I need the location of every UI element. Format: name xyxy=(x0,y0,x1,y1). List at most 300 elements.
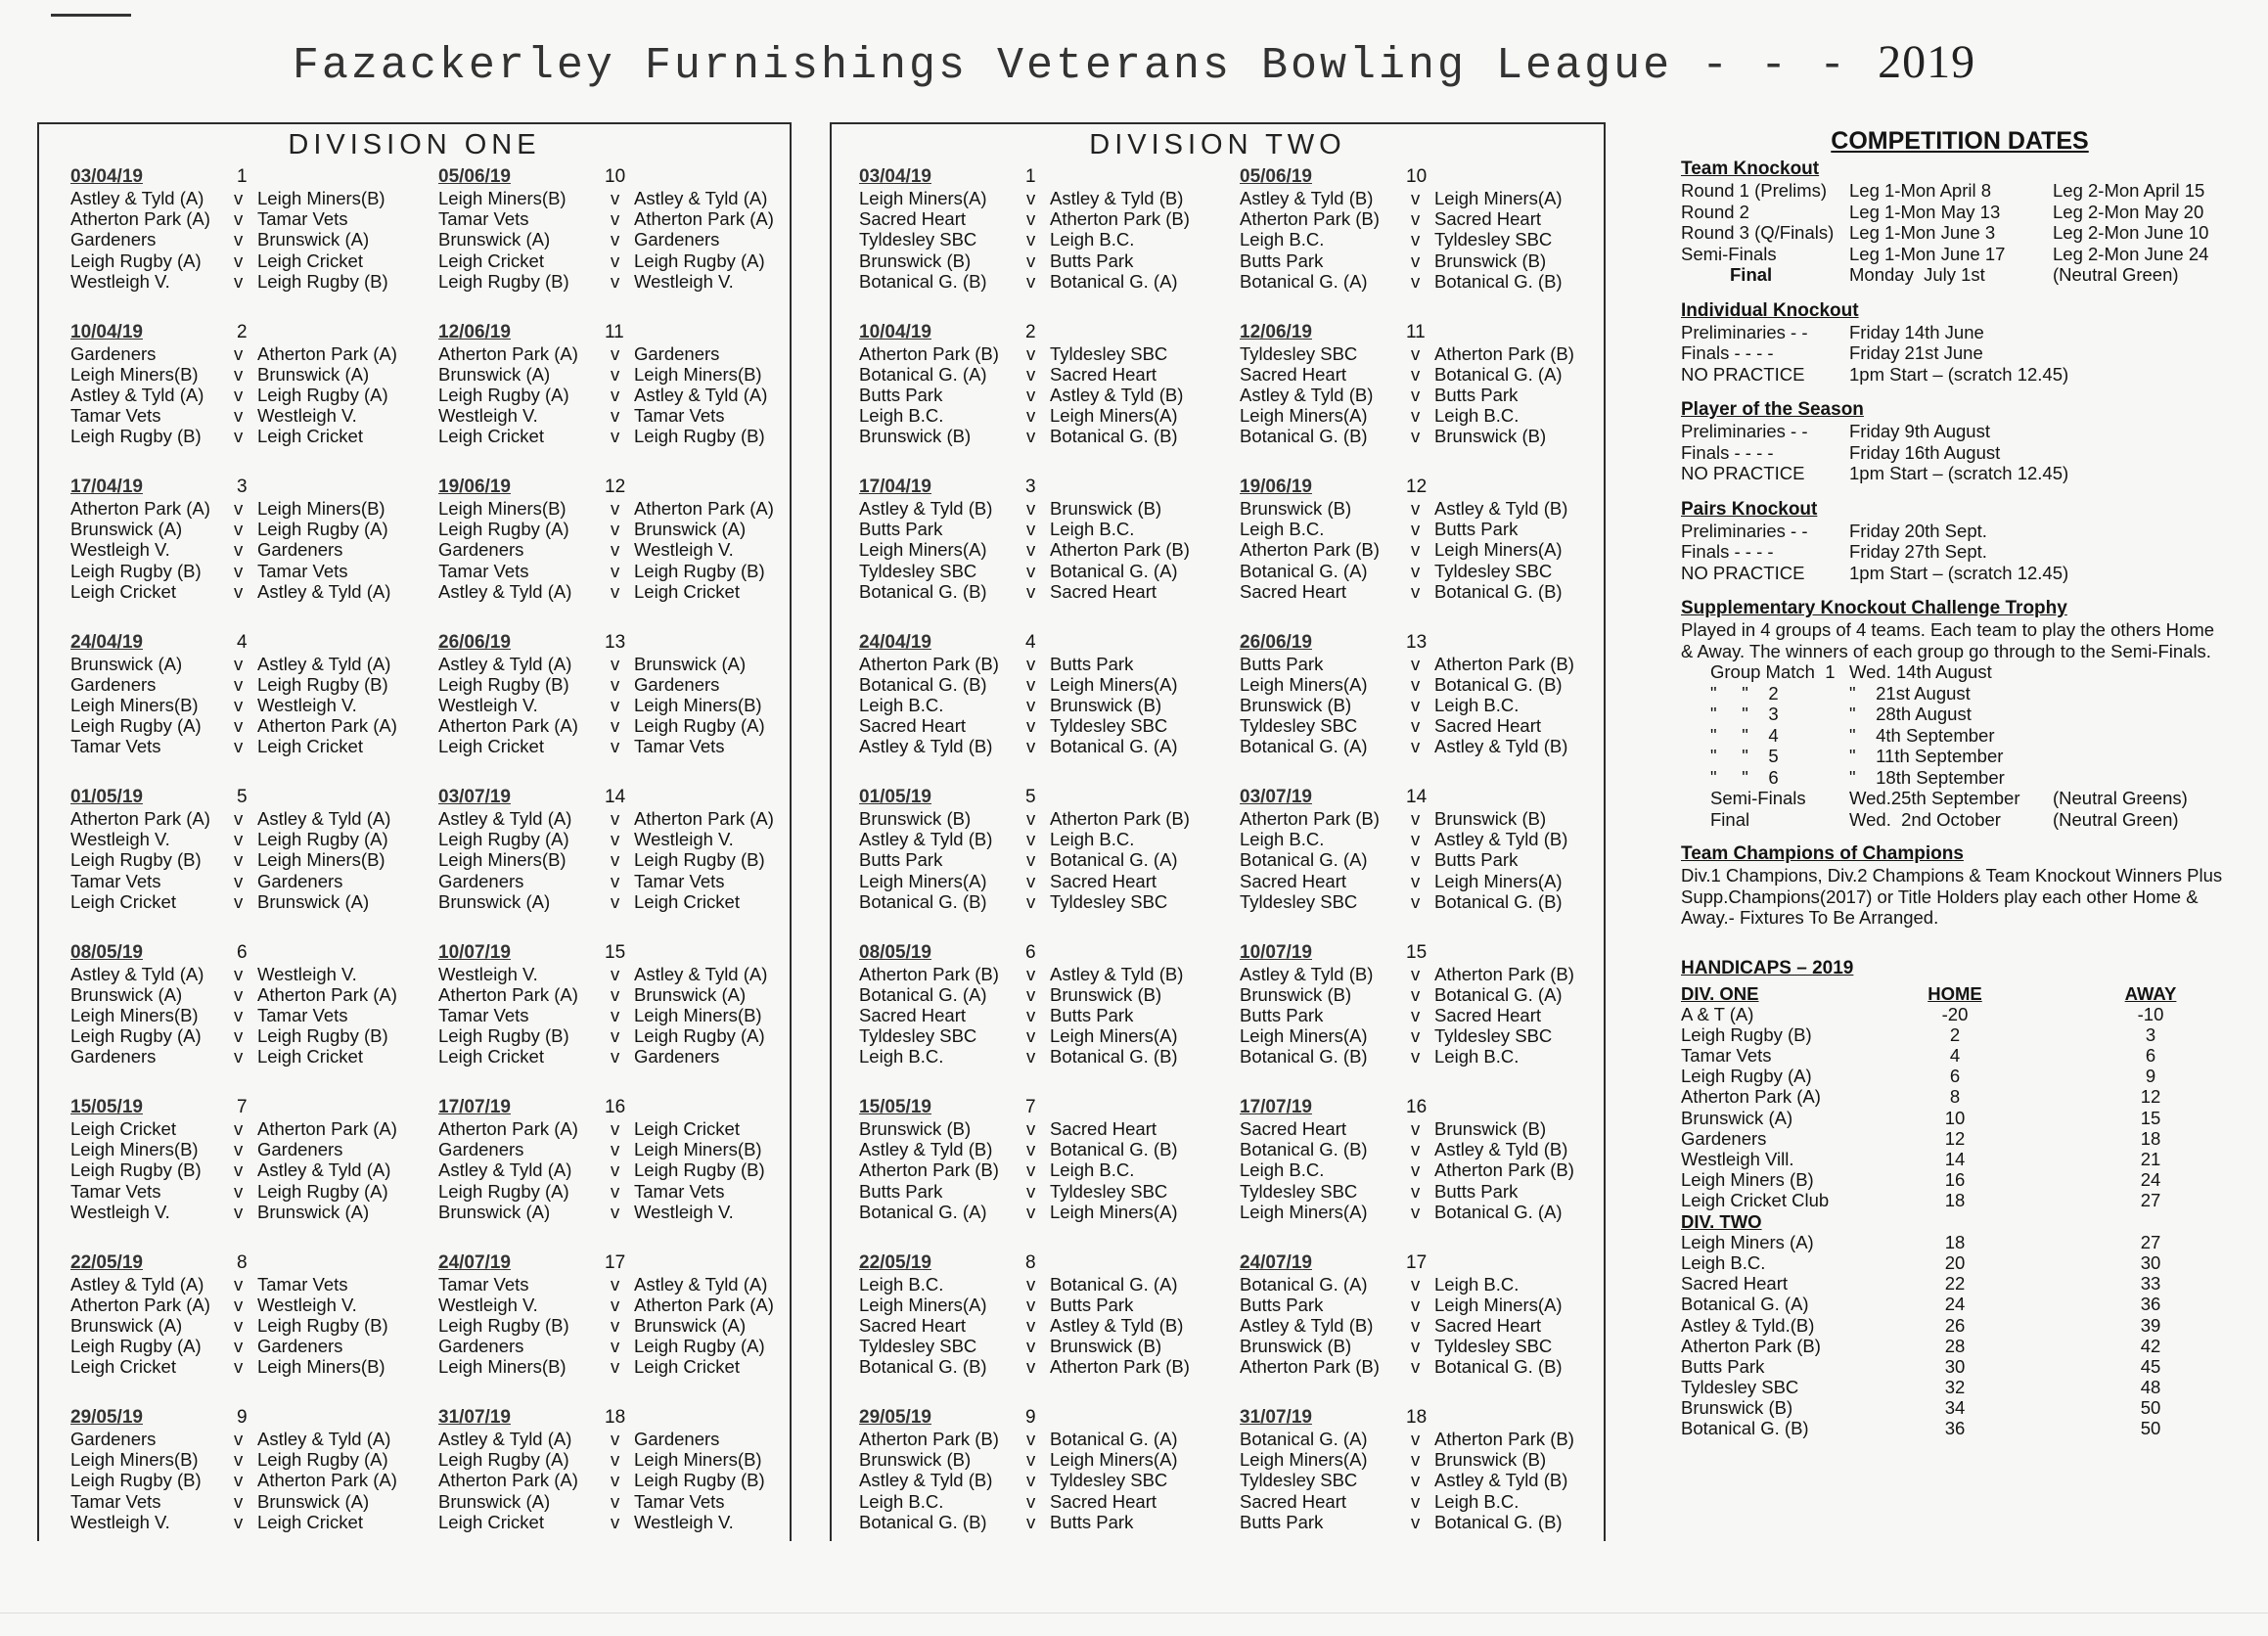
away-team: Leigh Miners(B) xyxy=(257,188,386,208)
home-team: Butts Park xyxy=(1240,653,1324,674)
section-heading: Individual Knockout xyxy=(1681,299,1859,321)
home-team: Butts Park xyxy=(859,519,943,540)
away-team: Leigh Rugby (B) xyxy=(634,426,765,447)
round-date: 22/05/19 xyxy=(859,1251,931,1273)
away-team: Leigh B.C. xyxy=(1434,1490,1520,1512)
round-header xyxy=(438,1249,781,1274)
home-team: Atherton Park (B) xyxy=(859,1159,999,1181)
versus-label: v xyxy=(611,1118,620,1139)
versus-label: v xyxy=(611,1490,620,1512)
fixture-row xyxy=(438,343,781,364)
home-team: Westleigh V. xyxy=(438,405,538,427)
home-team: Atherton Park (A) xyxy=(438,983,578,1005)
round-date: 31/07/19 xyxy=(1240,1407,1312,1428)
fixture-row xyxy=(438,1295,781,1315)
fixture-row xyxy=(859,519,1236,539)
handicap-team: Leigh Miners (A) xyxy=(1681,1231,1814,1252)
away-team: Atherton Park (B) xyxy=(1050,1356,1190,1378)
round-number: 8 xyxy=(237,1251,248,1273)
versus-label: v xyxy=(1026,694,1036,715)
handicap-row xyxy=(1681,1004,2248,1024)
away-team: Tamar Vets xyxy=(257,1004,348,1025)
fixture-row xyxy=(438,715,781,736)
fixture-round xyxy=(438,318,781,474)
round-number: 11 xyxy=(605,321,624,342)
handicap-home: 6 xyxy=(1949,1066,1961,1087)
fixture-row xyxy=(1240,1512,1601,1532)
away-team: Tyldesley SBC xyxy=(1050,890,1168,912)
handicap-team: Westleigh Vill. xyxy=(1681,1149,1794,1169)
handicap-home: 32 xyxy=(1944,1377,1966,1398)
home-team: Leigh Miners(B) xyxy=(70,1449,199,1471)
versus-label: v xyxy=(1411,870,1421,891)
fixture-row xyxy=(438,1512,781,1532)
fixture-row xyxy=(859,1336,1236,1356)
fixture-round xyxy=(70,1403,433,1559)
handicap-away: 18 xyxy=(2140,1127,2161,1149)
schedule-cell xyxy=(2053,767,2239,789)
schedule-cell: (Neutral Greens) xyxy=(2053,788,2188,808)
versus-label: v xyxy=(234,580,244,602)
handicap-team: Tamar Vets xyxy=(1681,1045,1772,1067)
away-team: Gardeners xyxy=(257,870,343,891)
home-team: Leigh Cricket xyxy=(438,736,544,757)
versus-label: v xyxy=(611,363,620,385)
home-team: Leigh Cricket xyxy=(70,1118,176,1139)
home-team: Westleigh V. xyxy=(438,963,538,984)
away-team: Atherton Park (B) xyxy=(1050,539,1190,561)
away-team: Atherton Park (B) xyxy=(1434,963,1574,984)
fixture-row xyxy=(1240,405,1601,426)
versus-label: v xyxy=(611,270,620,292)
versus-label: v xyxy=(234,1046,244,1068)
section-heading: HANDICAPS – 2019 xyxy=(1681,957,1854,978)
fixture-row xyxy=(1240,1449,1601,1470)
fixture-row xyxy=(438,229,781,250)
home-team: Gardeners xyxy=(70,1429,157,1449)
home-team: Astley & Tyld (B) xyxy=(1240,188,1374,208)
fixture-row xyxy=(438,695,781,715)
versus-label: v xyxy=(1411,1046,1421,1068)
handicap-away: 12 xyxy=(2140,1086,2161,1108)
schedule-cell: Friday 27th Sept. xyxy=(1849,541,1987,562)
handicap-team: Brunswick (B) xyxy=(1681,1397,1793,1419)
fixture-row xyxy=(859,498,1236,519)
fixture-row xyxy=(859,674,1236,695)
fixture-row xyxy=(1240,674,1601,695)
fixture-row xyxy=(70,1139,433,1159)
away-team: Tamar Vets xyxy=(634,1490,725,1512)
round-date: 05/06/19 xyxy=(1240,166,1312,187)
fixture-row xyxy=(859,1159,1236,1180)
home-team: Botanical G. (B) xyxy=(1240,1139,1368,1160)
fixture-row xyxy=(70,229,433,250)
home-team: Atherton Park (B) xyxy=(1240,808,1380,829)
home-team: Atherton Park (B) xyxy=(859,963,999,984)
schedule-cell: Finals - - - - xyxy=(1681,342,1774,363)
schedule-cell: " " 2 xyxy=(1710,682,1779,704)
handicap-row xyxy=(1681,1045,2248,1066)
schedule-row xyxy=(1681,180,2248,202)
fixture-row xyxy=(438,654,781,674)
versus-label: v xyxy=(234,1356,244,1378)
handicap-away: 36 xyxy=(2140,1294,2161,1315)
home-team: Brunswick (A) xyxy=(70,983,183,1005)
versus-label: v xyxy=(234,498,244,519)
away-team: Leigh Miners(A) xyxy=(1050,1449,1178,1471)
home-team: Botanical G. (B) xyxy=(859,580,987,602)
away-team: Leigh Miners(B) xyxy=(257,1356,386,1378)
away-team: Leigh Rugby (B) xyxy=(257,270,388,292)
fixture-row xyxy=(1240,1491,1601,1512)
schedule-cell: NO PRACTICE xyxy=(1681,562,1805,583)
versus-label: v xyxy=(611,673,620,695)
fixture-row xyxy=(438,519,781,539)
away-team: Tamar Vets xyxy=(257,1273,348,1295)
away-team: Leigh Cricket xyxy=(257,426,363,447)
schedule-cell: Round 3 (Q/Finals) xyxy=(1681,222,1835,243)
away-team: Leigh Miners(B) xyxy=(634,694,762,715)
away-team: Leigh Miners(A) xyxy=(1434,188,1563,208)
away-team: Gardeners xyxy=(634,1046,720,1068)
away-team: Astley & Tyld (B) xyxy=(1434,498,1568,519)
round-date: 26/06/19 xyxy=(438,631,511,653)
home-team: Brunswick (B) xyxy=(1240,983,1352,1005)
competition-heading: COMPETITION DATES xyxy=(1831,127,2089,155)
versus-label: v xyxy=(234,1314,244,1336)
round-date: 10/04/19 xyxy=(70,321,143,342)
away-team: Leigh Cricket xyxy=(257,1511,363,1532)
home-team: Leigh Miners(B) xyxy=(438,188,567,208)
round-number: 10 xyxy=(605,166,626,187)
home-team: Brunswick (B) xyxy=(1240,1336,1352,1357)
versus-label: v xyxy=(1026,1294,1036,1315)
fixture-row xyxy=(859,188,1236,208)
away-team: Leigh Cricket xyxy=(634,1356,740,1378)
round-number: 14 xyxy=(605,787,626,807)
versus-label: v xyxy=(1026,1004,1036,1025)
fixture-row xyxy=(859,250,1236,271)
away-team: Leigh Rugby (A) xyxy=(257,1180,388,1202)
away-team: Brunswick (B) xyxy=(1434,250,1547,271)
handicap-team: Tyldesley SBC xyxy=(1681,1377,1799,1398)
away-team: Atherton Park (A) xyxy=(634,498,774,519)
home-team: Botanical G. (A) xyxy=(1240,1273,1368,1295)
handicap-home: 34 xyxy=(1944,1397,1966,1419)
round-date: 31/07/19 xyxy=(438,1407,511,1428)
section-heading: Pairs Knockout xyxy=(1681,498,1818,520)
fixture-column xyxy=(438,162,781,1559)
schedule-cell xyxy=(2053,683,2239,704)
round-date: 10/04/19 xyxy=(859,321,931,342)
handicap-row xyxy=(1681,1169,2248,1190)
away-team: Sacred Heart xyxy=(1434,208,1541,230)
fixture-row xyxy=(1240,715,1601,736)
home-team: Astley & Tyld (A) xyxy=(438,1429,572,1449)
supplementary-section xyxy=(1681,598,2248,830)
versus-label: v xyxy=(611,736,620,757)
home-team: Leigh Rugby (A) xyxy=(438,519,569,540)
away-team: Butts Park xyxy=(1434,849,1519,871)
fixture-row xyxy=(438,208,781,229)
home-team: Brunswick (B) xyxy=(1240,694,1352,715)
versus-label: v xyxy=(1026,1159,1036,1181)
division-heading: DIVISION ONE xyxy=(288,129,541,160)
fixture-row xyxy=(1240,581,1601,602)
home-team: Botanical G. (B) xyxy=(859,270,987,292)
handicap-home: 10 xyxy=(1944,1107,1966,1128)
away-team: Brunswick (A) xyxy=(634,1314,747,1336)
versus-label: v xyxy=(611,808,620,829)
home-team: Sacred Heart xyxy=(1240,1490,1346,1512)
home-team: Leigh Miners(B) xyxy=(70,1004,199,1025)
fixture-row xyxy=(859,426,1236,446)
round-date: 24/04/19 xyxy=(70,631,143,653)
handicap-team: Leigh Rugby (B) xyxy=(1681,1023,1812,1045)
round-number: 8 xyxy=(1025,1251,1036,1273)
competition-dates-panel xyxy=(1681,127,2248,1439)
home-team: Leigh Rugby (A) xyxy=(438,1180,569,1202)
fixture-row xyxy=(1240,1139,1601,1159)
versus-label: v xyxy=(234,1004,244,1025)
round-number: 11 xyxy=(1406,321,1426,342)
fixture-row xyxy=(438,1025,781,1046)
away-team: Leigh B.C. xyxy=(1434,694,1520,715)
versus-label: v xyxy=(611,1046,620,1068)
round-number: 1 xyxy=(237,166,248,187)
round-header xyxy=(438,473,781,498)
schedule-row xyxy=(1681,541,2248,563)
fixture-row xyxy=(70,1356,433,1377)
schedule-row xyxy=(1681,202,2248,223)
fixture-row xyxy=(859,1005,1236,1025)
schedule-cell: Preliminaries - - xyxy=(1681,421,1808,441)
fixture-round xyxy=(438,1093,781,1249)
away-team: Tamar Vets xyxy=(634,1180,725,1202)
home-team: Tyldesley SBC xyxy=(859,229,977,250)
versus-label: v xyxy=(1411,1449,1421,1471)
away-team: Atherton Park (A) xyxy=(634,208,774,230)
away-team: Westleigh V. xyxy=(634,539,734,561)
home-team: Leigh Rugby (B) xyxy=(70,560,202,581)
fixture-round xyxy=(1240,473,1601,628)
handicap-team: Gardeners xyxy=(1681,1127,1767,1149)
fixture-row xyxy=(70,1159,433,1180)
fixture-row xyxy=(438,539,781,560)
versus-label: v xyxy=(1411,208,1421,230)
fixture-row xyxy=(438,498,781,519)
handicap-row xyxy=(1681,1336,2248,1356)
schedule-row xyxy=(1681,521,2248,542)
round-header xyxy=(859,1249,1236,1274)
away-team: Botanical G. (B) xyxy=(1050,1046,1178,1068)
home-team: Sacred Heart xyxy=(1240,363,1346,385)
home-team: Leigh Miners(B) xyxy=(70,1139,199,1160)
away-team: Brunswick (A) xyxy=(257,890,370,912)
away-team: Brunswick (B) xyxy=(1434,1118,1547,1139)
section-heading: Team Knockout xyxy=(1681,159,1820,179)
fixture-row xyxy=(859,405,1236,426)
versus-label: v xyxy=(234,653,244,674)
fixture-row xyxy=(859,1274,1236,1295)
fixture-row xyxy=(859,1181,1236,1202)
schedule-cell: Round 2 xyxy=(1681,201,1749,222)
fixture-row xyxy=(438,1491,781,1512)
versus-label: v xyxy=(1026,808,1036,829)
fixture-round xyxy=(1240,628,1601,784)
schedule-cell: " 4th September xyxy=(1849,724,1995,746)
round-date: 10/07/19 xyxy=(1240,941,1312,963)
fixture-row xyxy=(70,581,433,602)
round-number: 13 xyxy=(1406,631,1428,653)
round-header xyxy=(1240,1403,1601,1429)
away-team: Astley & Tyld (B) xyxy=(1434,1139,1568,1160)
away-team: Astley & Tyld (B) xyxy=(1050,963,1184,984)
versus-label: v xyxy=(1411,1429,1421,1449)
division-heading: DIVISION TWO xyxy=(1089,129,1346,160)
fixture-row xyxy=(438,426,781,446)
fixture-row xyxy=(1240,964,1601,984)
fixture-row xyxy=(1240,188,1601,208)
schedule-cell: Leg 1-Mon April 8 xyxy=(1849,180,1992,201)
versus-label: v xyxy=(611,694,620,715)
schedule-cell: Leg 1-Mon June 17 xyxy=(1849,243,2006,264)
home-team: Astley & Tyld (B) xyxy=(859,1470,993,1491)
schedule-cell: Wed. 14th August xyxy=(1849,661,1992,682)
home-team: Astley & Tyld (A) xyxy=(70,188,204,208)
fixture-row xyxy=(438,891,781,912)
versus-label: v xyxy=(1411,1159,1421,1181)
home-team: Leigh Cricket xyxy=(438,250,544,271)
handicaps-section xyxy=(1681,958,2248,1439)
home-team: Leigh Miners(A) xyxy=(1240,673,1368,695)
away-team: Atherton Park (A) xyxy=(257,1118,397,1139)
home-team: Botanical G. (A) xyxy=(1240,270,1368,292)
away-team: Brunswick (A) xyxy=(634,653,747,674)
fixture-row xyxy=(70,964,433,984)
versus-label: v xyxy=(1026,1490,1036,1512)
round-date: 08/05/19 xyxy=(70,941,143,963)
fixture-row xyxy=(438,1118,781,1139)
away-team: Leigh B.C. xyxy=(1434,405,1520,427)
fixture-row xyxy=(859,1118,1236,1139)
versus-label: v xyxy=(1026,983,1036,1005)
versus-label: v xyxy=(1411,963,1421,984)
fixture-row xyxy=(859,385,1236,405)
away-team: Sacred Heart xyxy=(1434,1314,1541,1336)
away-team: Atherton Park (B) xyxy=(1434,653,1574,674)
schedule-row xyxy=(1681,244,2248,265)
fixture-row xyxy=(438,561,781,581)
fixture-round xyxy=(1240,938,1601,1094)
round-number: 18 xyxy=(1406,1407,1428,1428)
home-team: Leigh Rugby (B) xyxy=(70,849,202,871)
versus-label: v xyxy=(1411,1356,1421,1378)
handicap-table xyxy=(1681,983,2248,1439)
versus-label: v xyxy=(1411,673,1421,695)
versus-label: v xyxy=(1026,715,1036,737)
fixture-row xyxy=(438,385,781,405)
round-date: 03/04/19 xyxy=(859,166,931,187)
round-header xyxy=(1240,783,1601,808)
fixture-row xyxy=(438,674,781,695)
fixture-row xyxy=(70,1470,433,1490)
schedule-cell: Semi-Finals xyxy=(1710,788,1806,808)
away-team: Leigh Cricket xyxy=(257,250,363,271)
home-team: Leigh Rugby (B) xyxy=(70,1470,202,1491)
round-header xyxy=(70,1403,433,1429)
away-team: Leigh Miners(B) xyxy=(257,498,386,519)
home-team: Tyldesley SBC xyxy=(1240,890,1358,912)
away-team: Atherton Park (B) xyxy=(1050,808,1190,829)
schedule-row xyxy=(1681,683,2248,704)
fixture-row xyxy=(1240,1005,1601,1025)
schedule-row xyxy=(1681,809,2248,831)
versus-label: v xyxy=(234,539,244,561)
round-header xyxy=(859,162,1236,188)
versus-label: v xyxy=(1411,426,1421,447)
versus-label: v xyxy=(1411,1180,1421,1202)
round-header xyxy=(859,1403,1236,1429)
fixture-row xyxy=(70,1274,433,1295)
handicap-home: 26 xyxy=(1944,1314,1966,1336)
home-team: Brunswick (A) xyxy=(70,653,183,674)
versus-label: v xyxy=(1411,890,1421,912)
versus-label: v xyxy=(1411,560,1421,581)
versus-label: v xyxy=(611,426,620,447)
versus-label: v xyxy=(611,1294,620,1315)
fixture-row xyxy=(70,695,433,715)
versus-label: v xyxy=(1026,405,1036,427)
away-team: Leigh Miners(A) xyxy=(1050,1025,1178,1047)
away-team: Leigh Miners(A) xyxy=(1434,870,1563,891)
home-team: Botanical G. (B) xyxy=(859,673,987,695)
versus-label: v xyxy=(1026,870,1036,891)
versus-label: v xyxy=(1411,539,1421,561)
away-team: Atherton Park (A) xyxy=(634,1294,774,1315)
handicap-home: 16 xyxy=(1944,1169,1966,1191)
versus-label: v xyxy=(1411,1025,1421,1047)
home-team: Astley & Tyld (B) xyxy=(1240,384,1374,405)
schedule-row xyxy=(1681,463,2248,484)
versus-label: v xyxy=(611,983,620,1005)
fixture-round xyxy=(438,783,781,938)
home-team: Leigh Miners(B) xyxy=(438,849,567,871)
versus-label: v xyxy=(611,539,620,561)
handicap-away: 30 xyxy=(2140,1251,2161,1273)
fixture-row xyxy=(859,364,1236,385)
schedule-row xyxy=(1681,767,2248,789)
versus-label: v xyxy=(611,1336,620,1357)
away-team: Sacred Heart xyxy=(1050,1490,1157,1512)
handicap-home: 18 xyxy=(1944,1190,1966,1211)
schedule-cell: Wed. 2nd October xyxy=(1849,808,2001,830)
away-team: Butts Park xyxy=(1050,653,1134,674)
versus-label: v xyxy=(611,1511,620,1532)
home-team: Tamar Vets xyxy=(70,1180,161,1202)
home-team: Westleigh V. xyxy=(70,829,170,850)
schedule-cell: Leg 1-Mon June 3 xyxy=(1849,222,1996,243)
fixture-row xyxy=(70,808,433,829)
versus-label: v xyxy=(234,870,244,891)
versus-label: v xyxy=(1026,363,1036,385)
handicap-away: 50 xyxy=(2140,1397,2161,1419)
fixture-round xyxy=(70,473,433,628)
fixture-row xyxy=(1240,1159,1601,1180)
fixture-row xyxy=(859,715,1236,736)
versus-label: v xyxy=(1026,1314,1036,1336)
versus-label: v xyxy=(234,1294,244,1315)
